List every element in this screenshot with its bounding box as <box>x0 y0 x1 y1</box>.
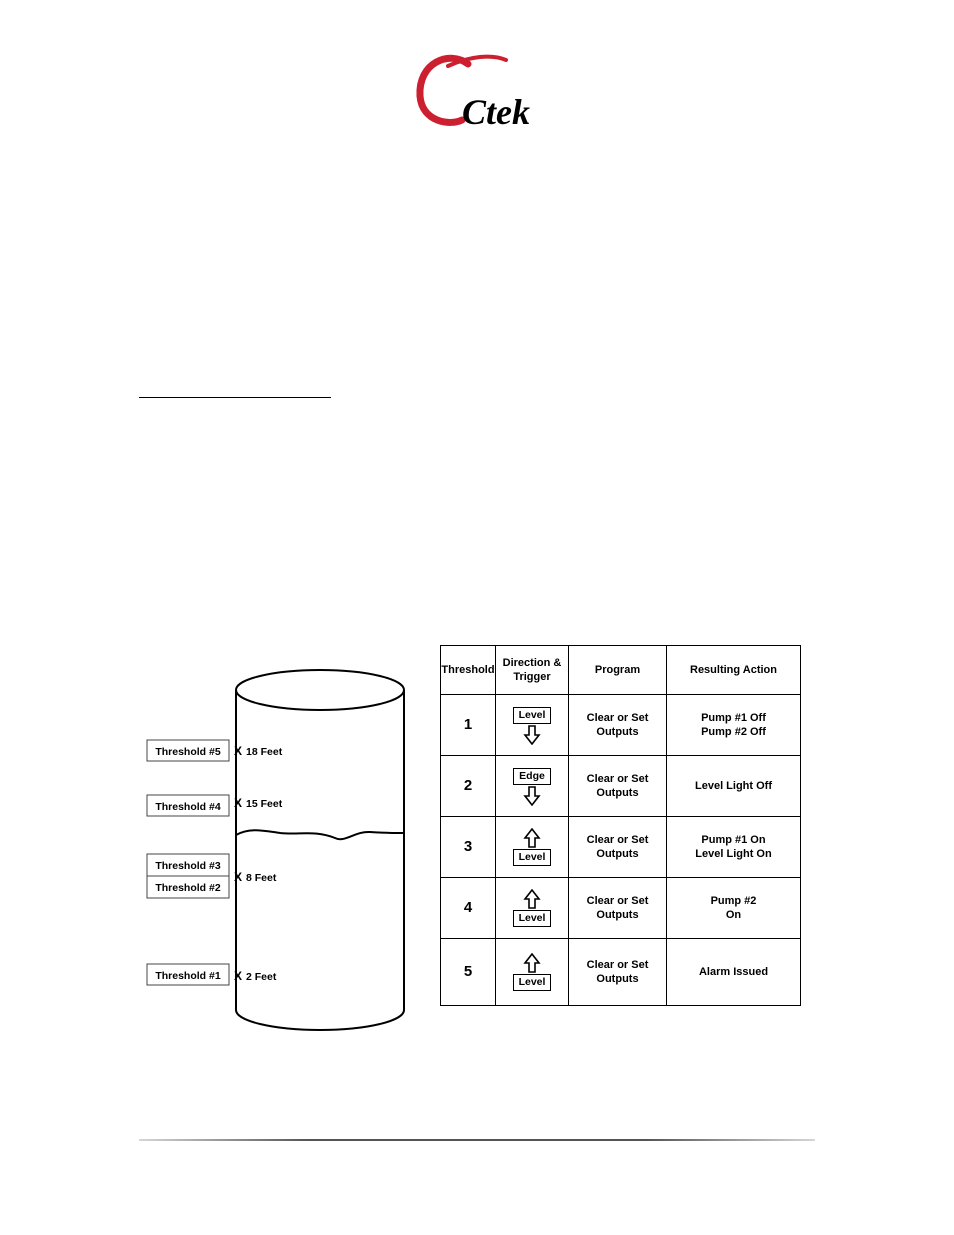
up-arrow-icon <box>523 828 541 848</box>
water-surface <box>236 830 404 839</box>
row-1-action <box>667 695 801 756</box>
row-2-number: 2 <box>441 756 496 817</box>
table-row <box>441 939 801 1006</box>
program-line2: Outputs <box>596 726 639 738</box>
trigger-label: Edge <box>513 768 551 785</box>
threshold-5-label: Threshold #5 <box>155 746 221 758</box>
table-header-row <box>441 646 801 695</box>
threshold-3-2-marker: X <box>233 870 243 884</box>
threshold-1-level: 2 Feet <box>246 971 277 983</box>
logo-text: Ctek <box>462 92 530 132</box>
threshold-2-label: Threshold #2 <box>155 882 221 894</box>
row-4-program <box>569 878 667 939</box>
threshold-4-marker: X <box>233 796 243 810</box>
row-3-program <box>569 817 667 878</box>
header-direction-trigger <box>496 646 569 695</box>
header-program: Program <box>569 646 667 695</box>
tank-bottom <box>236 1010 404 1030</box>
row-3-trigger <box>496 817 569 878</box>
row-3-number: 3 <box>441 817 496 878</box>
header-direction-line1: Direction & <box>502 657 562 669</box>
program-line1: Clear or Set <box>586 959 649 971</box>
footer-divider <box>139 1139 815 1141</box>
row-2-action <box>667 756 801 817</box>
action-line2: On <box>725 909 742 921</box>
action-line2: Level Light On <box>695 848 772 860</box>
action-line2: Pump #2 Off <box>701 726 766 738</box>
program-line1: Clear or Set <box>586 834 649 846</box>
threshold-5-marker: X <box>233 744 243 758</box>
trigger-label: Level <box>513 974 552 991</box>
table-row <box>441 878 801 939</box>
action-line1: Pump #1 On <box>701 834 766 846</box>
table-row <box>441 695 801 756</box>
row-4-trigger <box>496 878 569 939</box>
threshold-3-2-level: 8 Feet <box>246 872 277 884</box>
header-resulting-action: Resulting Action <box>667 646 801 695</box>
row-4-number: 4 <box>441 878 496 939</box>
threshold-table <box>440 645 801 1006</box>
program-line2: Outputs <box>596 848 639 860</box>
section-heading-underline <box>139 397 331 398</box>
down-arrow-icon <box>523 725 541 745</box>
program-line1: Clear or Set <box>586 712 649 724</box>
table-row <box>441 756 801 817</box>
threshold-1-marker: X <box>233 969 243 983</box>
action-line1: Pump #2 <box>710 895 757 907</box>
action-line1: Level Light Off <box>695 780 772 792</box>
trigger-label: Level <box>513 707 552 724</box>
threshold-5-level: 18 Feet <box>246 746 283 758</box>
threshold-4-label: Threshold #4 <box>155 801 221 813</box>
row-3-action <box>667 817 801 878</box>
row-2-trigger <box>496 756 569 817</box>
row-1-number: 1 <box>441 695 496 756</box>
program-line1: Clear or Set <box>586 773 649 785</box>
row-1-program <box>569 695 667 756</box>
program-line2: Outputs <box>596 909 639 921</box>
trigger-label: Level <box>513 849 552 866</box>
table-row <box>441 817 801 878</box>
tank-diagram <box>140 655 420 1035</box>
program-line1: Clear or Set <box>586 895 649 907</box>
action-line1: Pump #1 Off <box>701 712 766 724</box>
action-line1: Alarm Issued <box>698 966 769 978</box>
down-arrow-icon <box>523 786 541 806</box>
header-threshold: Threshold <box>441 646 496 695</box>
up-arrow-icon <box>523 889 541 909</box>
threshold-4-level: 15 Feet <box>246 798 283 810</box>
program-line2: Outputs <box>596 787 639 799</box>
up-arrow-icon <box>523 953 541 973</box>
row-5-action <box>667 939 801 1006</box>
threshold-3-label: Threshold #3 <box>155 860 221 872</box>
threshold-1-label: Threshold #1 <box>155 970 221 982</box>
ctek-logo <box>410 50 550 135</box>
tank-top <box>236 670 404 710</box>
row-5-trigger <box>496 939 569 1006</box>
program-line2: Outputs <box>596 973 639 985</box>
trigger-label: Level <box>513 910 552 927</box>
row-4-action <box>667 878 801 939</box>
logo-swoosh-c <box>420 58 468 122</box>
row-5-program <box>569 939 667 1006</box>
row-5-number: 5 <box>441 939 496 1006</box>
row-2-program <box>569 756 667 817</box>
header-direction-line2: Trigger <box>513 671 551 683</box>
row-1-trigger <box>496 695 569 756</box>
